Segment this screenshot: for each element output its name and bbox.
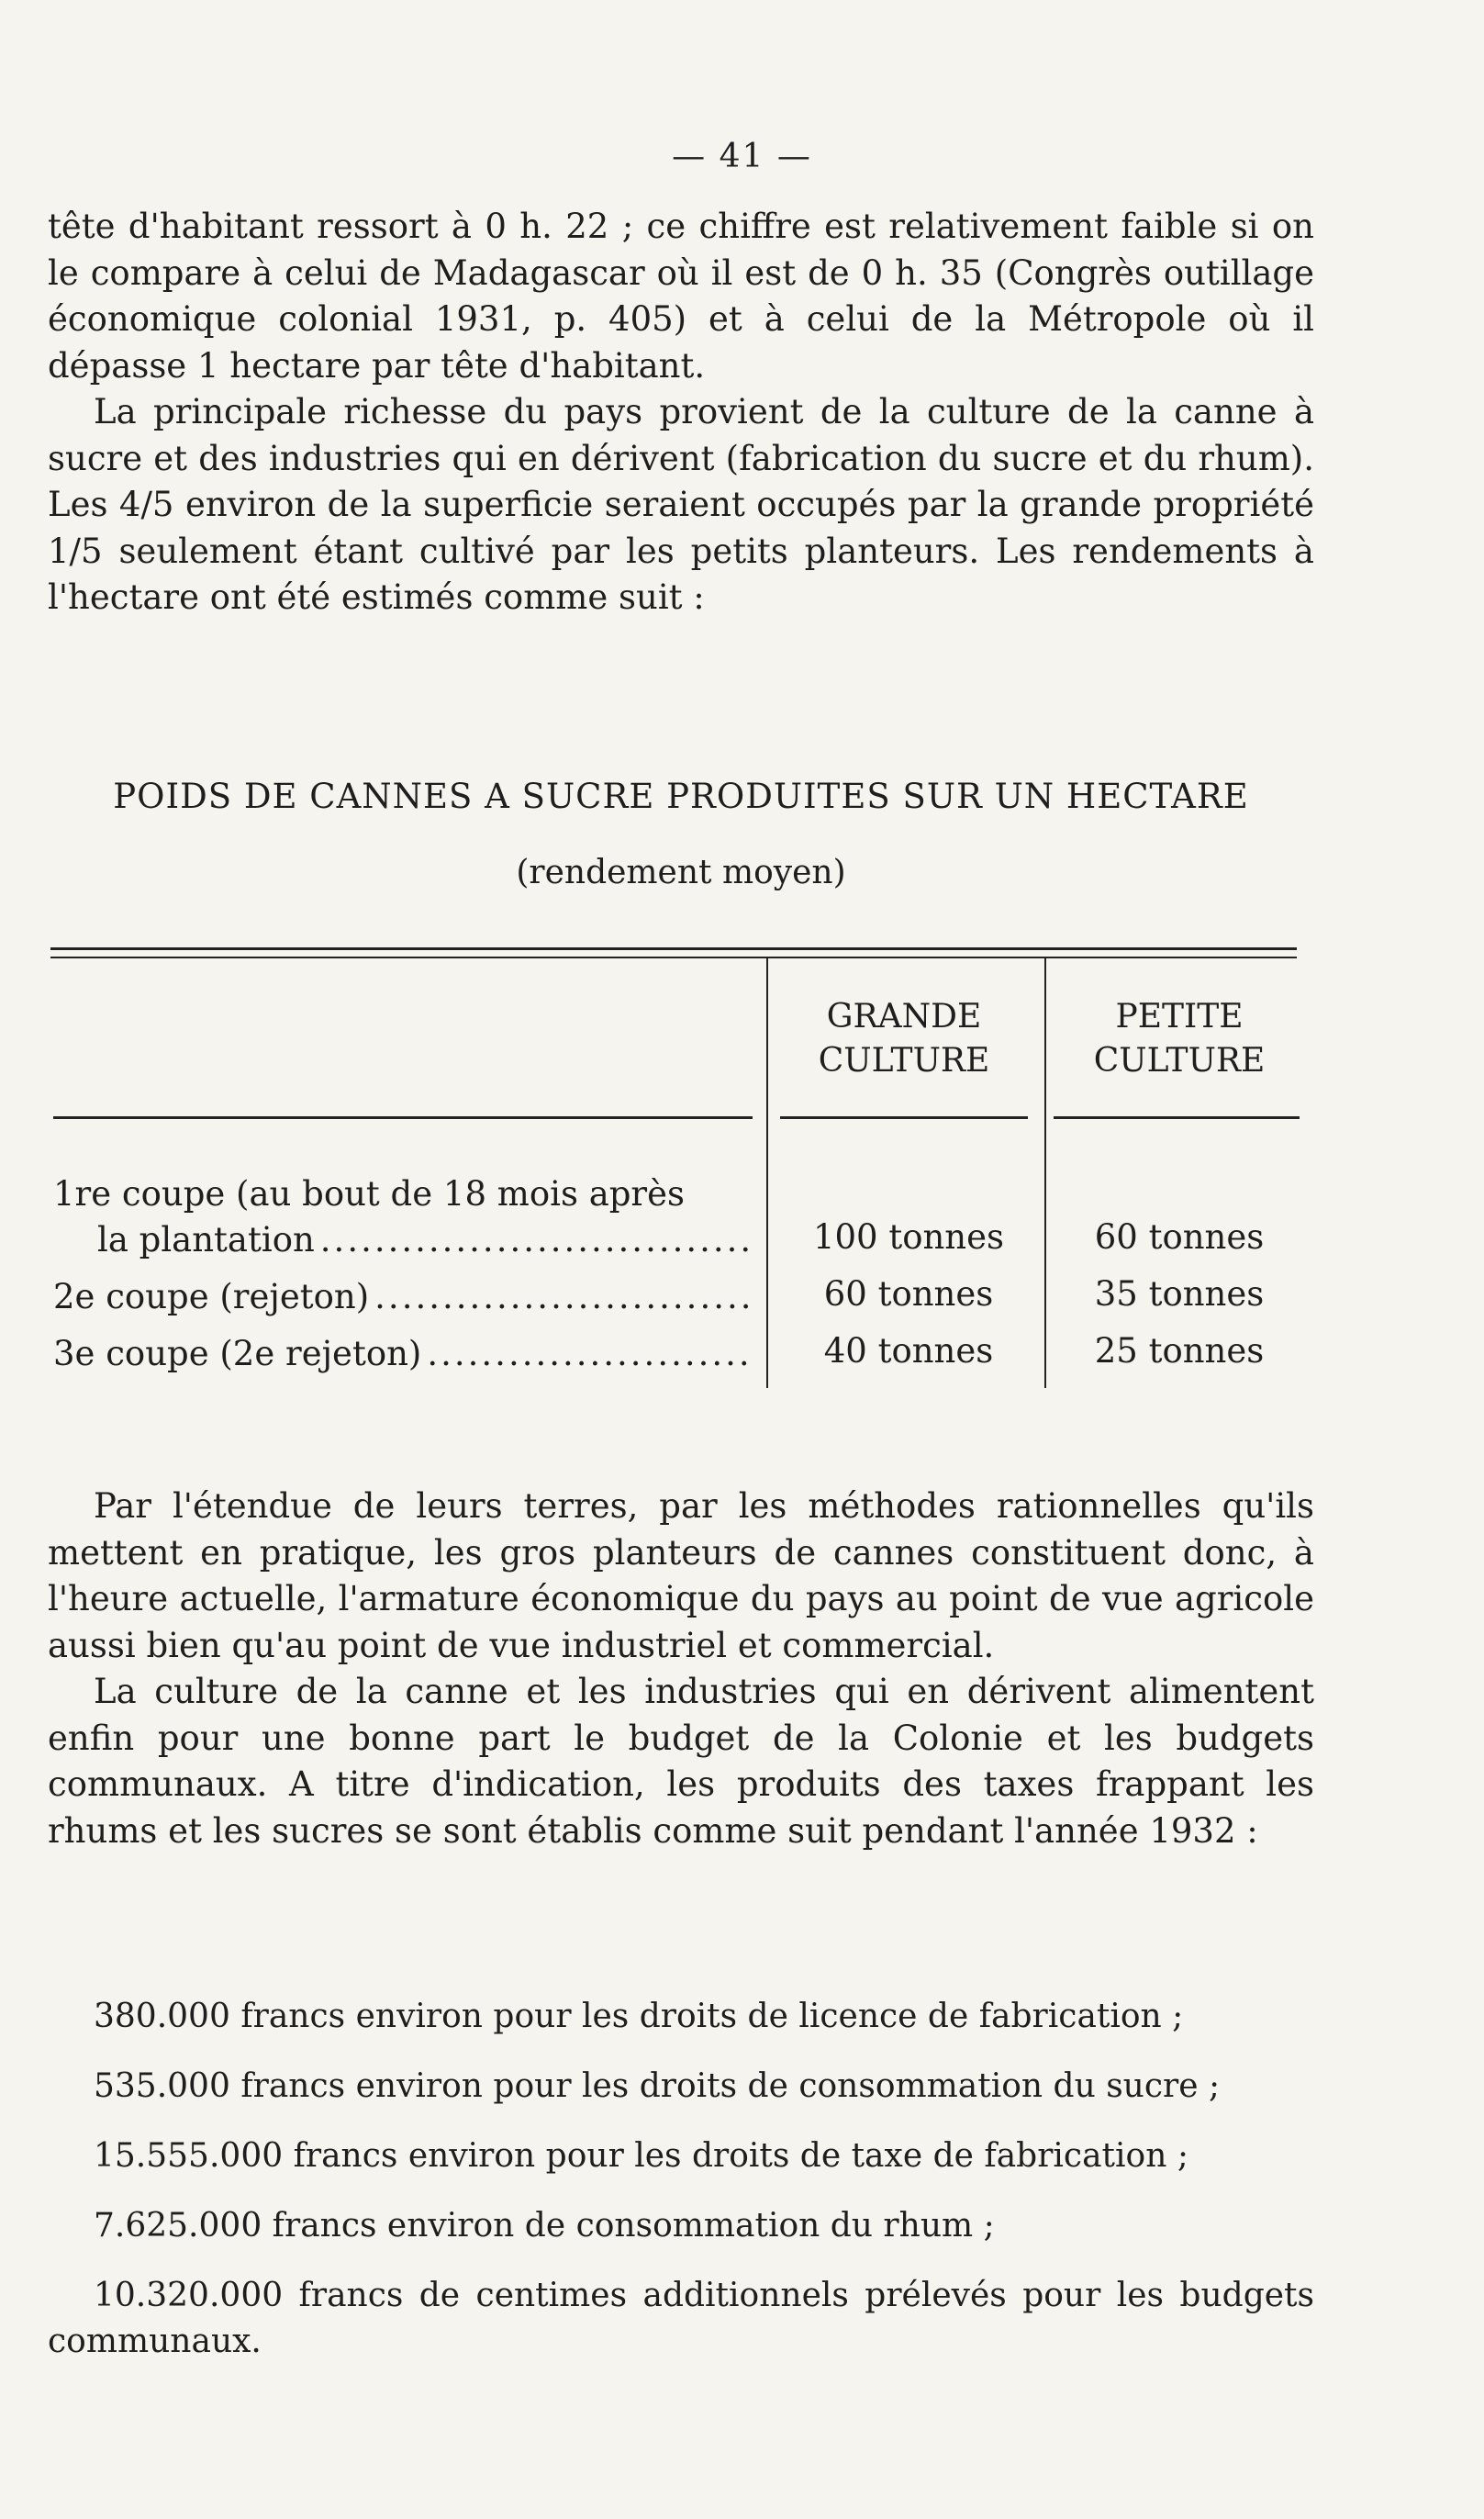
tax-list	[48, 1994, 1314, 2365]
list-item: 535.000 francs environ pour les droits de consommation du sucre ;	[94, 2067, 1221, 2105]
row-label-line: la plantation	[97, 1220, 315, 1260]
table-cell: 40 tonnes	[823, 1331, 994, 1371]
paragraph-3: Par l'étendue de leurs terres, par les méthodes rationnelles qu'ils mettent en pratique, les gros planteurs de cannes constituent donc, à l'heure actuelle, l'armature économique du pays au point de vue agricole aussi bien qu'au point de vue industriel et commercial.	[48, 1486, 1314, 1665]
table-row-label	[53, 1171, 760, 1263]
table-row-label	[53, 1274, 760, 1320]
table-subtitle: (rendement moyen)	[516, 854, 846, 891]
list-item: 10.320.000 francs de centimes additionnels prélevés pour les budgets communaux.	[48, 2277, 1314, 2360]
paragraph-1: tête d'habitant ressort à 0 h. 22 ; ce chiffre est relativement faible si on le compare à celui de Madagascar où il est de 0 h. 35 (Congrès outillage économique colonial 1931, p. 405) et à celui de la Métropole où il dépasse 1 hectare par tête d'habitant.	[48, 207, 1314, 386]
header-rule	[1054, 1116, 1300, 1119]
table-top-rule-2	[50, 957, 1297, 958]
leader-dots	[320, 1217, 754, 1263]
table-cell: 25 tonnes	[1094, 1331, 1265, 1371]
body-text-bottom	[48, 1483, 1314, 1854]
leader-dots	[427, 1331, 754, 1377]
paragraph-4: La culture de la canne et les industries qui en dérivent alimentent enfin pour une bonne part le budget de la Colonie et les budgets communaux. A titre d'indication, les produits des taxes frappant les rhums et les sucres se sont établis comme suit pendant l'année 1932 :	[48, 1672, 1314, 1851]
table-top-rule	[50, 947, 1297, 950]
table-row-label	[53, 1331, 760, 1377]
table-column-divider	[766, 958, 768, 1388]
list-item: 380.000 francs environ pour les droits de licence de fabrication ;	[94, 1998, 1184, 2035]
page-number: — 41 —	[672, 138, 812, 175]
table-cell: 60 tonnes	[823, 1274, 994, 1314]
row-label-line: 1re coupe (au bout de 18 mois après	[53, 1174, 686, 1214]
table-column-divider	[1044, 958, 1046, 1388]
table-title: POIDS DE CANNES A SUCRE PRODUITES SUR UN HECTARE	[113, 777, 1249, 816]
table-cell: 100 tonnes	[812, 1217, 1005, 1257]
table-cell: 60 tonnes	[1094, 1217, 1265, 1257]
table-cell: 35 tonnes	[1094, 1274, 1265, 1314]
col-header-grande-culture: GRANDE CULTURE	[818, 998, 990, 1080]
paragraph-2: La principale richesse du pays provient de la culture de la canne à sucre et des industries qui en dérivent (fabrication du sucre et du rhum). Les 4/5 environ de la superficie seraient occupés par la grande propriété 1/5 seulement étant cultivé par les petits planteurs. Les rendements à l'hectare ont été estimés comme suit :	[48, 392, 1314, 617]
list-item: 7.625.000 francs environ de consommation du rhum ;	[94, 2207, 995, 2245]
row-label-line: 3e coupe (2e rejeton)	[53, 1334, 422, 1373]
leader-dots	[374, 1274, 754, 1320]
header-rule	[780, 1116, 1028, 1119]
header-rule	[53, 1116, 753, 1119]
col-header-petite-culture: PETITE CULTURE	[1093, 998, 1266, 1080]
body-text-top	[48, 204, 1314, 621]
row-label-line: 2e coupe (rejeton)	[53, 1277, 370, 1316]
list-item: 15.555.000 francs environ pour les droits de taxe de fabrication ;	[94, 2137, 1188, 2175]
